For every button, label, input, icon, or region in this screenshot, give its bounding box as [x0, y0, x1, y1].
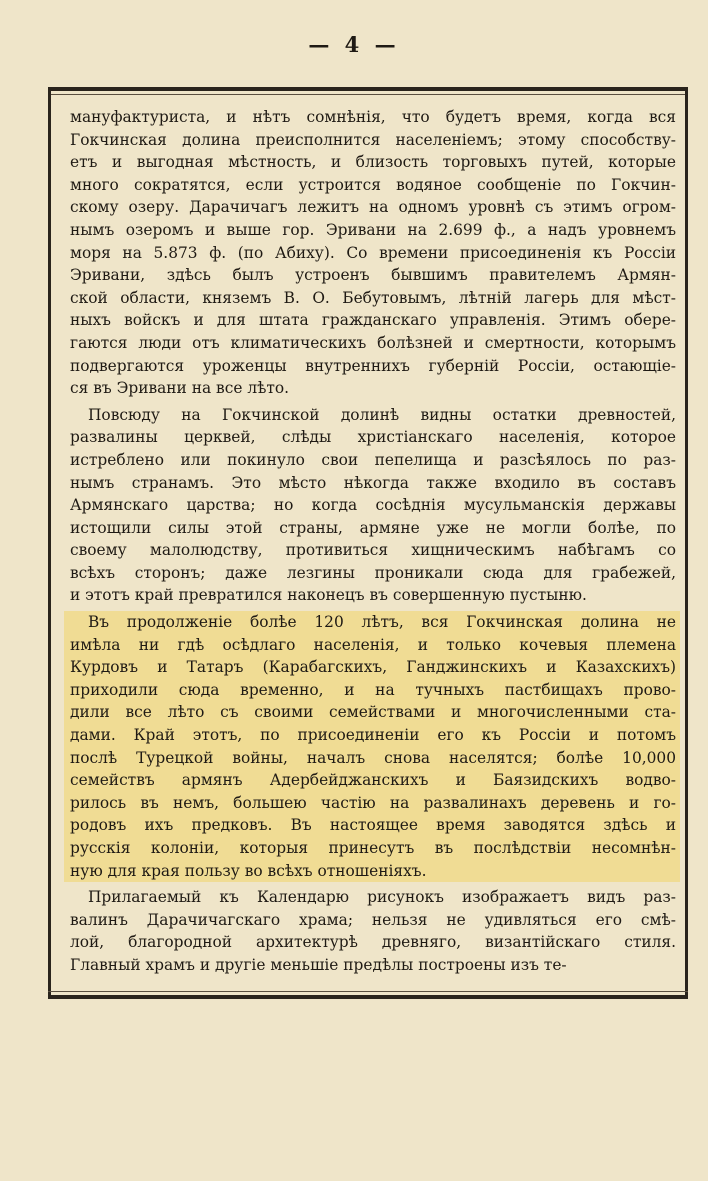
text-line: скому озеру. Дарачичагъ лежитъ на одномъ уровнѣ съ этимъ огром-	[70, 198, 676, 217]
text-line: нымъ озеромъ и выше гор. Эривани на 2.699 ф., а надъ уровнемъ	[70, 220, 676, 239]
text-line: истреблено или покинуло свои пепелища и разсѣялось по раз-	[70, 450, 676, 469]
text-line: всѣхъ сторонъ; даже лезгины проникали сюда для грабежей,	[70, 563, 676, 582]
text-line: ныхъ войскъ и для штата гражданскаго управленія. Этимъ обере-	[70, 311, 676, 330]
text-line: развалины церквей, слѣды христіанскаго населенія, которое	[70, 428, 676, 447]
text-line: моря на 5.873 ф. (по Абиху). Со времени присоединенія къ Россіи	[70, 243, 676, 262]
frame-right-rule	[685, 87, 688, 999]
body-text	[70, 106, 676, 981]
paragraph	[70, 404, 676, 607]
text-line: Повсюду на Гокчинской долинѣ видны остатки древностей,	[88, 405, 676, 424]
text-line: и этотъ край превратился наконецъ въ совершенную пустыню.	[70, 586, 587, 605]
text-line: лой, благородной архитектурѣ древняго, византійскаго стиля.	[70, 933, 676, 952]
text-line: семействъ армянъ Адербейджанскихъ и Баязидскихъ водво-	[70, 771, 676, 790]
text-line: дами. Край этотъ, по присоединеніи его къ Россіи и потомъ	[70, 726, 676, 745]
text-line: мануфактуриста, и нѣтъ сомнѣнія, что будетъ время, когда вся	[70, 108, 676, 126]
text-line: ской области, княземъ В. О. Бебутовымъ, лѣтній лагерь для мѣст-	[70, 288, 676, 307]
text-line: ся въ Эривани на все лѣто.	[70, 379, 290, 398]
text-line: Эривани, здѣсь былъ устроенъ бывшимъ правителемъ Армян-	[70, 266, 676, 285]
frame-left-rule	[48, 87, 51, 999]
text-line: русскія колоніи, которыя принесутъ въ послѣдствіи несомнѣн-	[70, 839, 676, 857]
text-line: Курдовъ и Татаръ (Карабагскихъ, Ганджинскихъ и Казахскихъ)	[70, 658, 676, 677]
text-line: имѣла ни гдѣ осѣдлаго населенія, и только кочевыя племена	[70, 635, 676, 654]
text-line: нымъ странамъ. Это мѣсто нѣкогда также входило въ составъ	[70, 473, 676, 492]
text-line: подвергаются уроженцы внутреннихъ губерній Россіи, остающіе-	[70, 356, 676, 375]
text-line: истощили силы этой страны, армяне уже не могли болѣе, по	[70, 518, 676, 537]
text-line: приходили сюда временно, и на тучныхъ пастбищахъ прово-	[70, 680, 676, 699]
text-line: дили все лѣто съ своими семействами и многочисленными ста-	[70, 703, 676, 722]
text-line: своему малолюдству, противиться хищническимъ набѣгамъ со	[70, 541, 676, 560]
text-line: много сократятся, если устроится водяное сообщеніе по Гокчин-	[70, 175, 676, 194]
frame-top-rule	[48, 87, 688, 91]
text-line: послѣ Турецкой войны, началъ снова населятся; болѣе 10,000	[70, 748, 676, 767]
text-line: Прилагаемый къ Календарю рисунокъ изображаетъ видъ раз-	[88, 888, 676, 907]
text-line: Армянскаго царства; но когда сосѣднія мусульманскія державы	[70, 496, 676, 515]
paragraph	[64, 611, 680, 882]
paragraph	[70, 106, 676, 400]
frame-top-thin-rule	[48, 94, 688, 95]
text-frame	[48, 87, 688, 999]
paragraph	[70, 886, 676, 976]
page-number: — 4 —	[308, 32, 400, 57]
text-line: гаются люди отъ климатическихъ болѣзней и смертности, которымъ	[70, 333, 676, 352]
frame-bottom-thin-rule	[48, 991, 688, 992]
text-line: Гокчинская долина преисполнится населеніемъ; этому способству-	[70, 130, 676, 149]
text-line: ную для края пользу во всѣхъ отношеніяхъ.	[70, 861, 427, 880]
text-line: Въ продолженіе болѣе 120 лѣтъ, вся Гокчинская долина не	[88, 613, 676, 632]
frame-bottom-rule	[48, 995, 688, 999]
text-line: родовъ ихъ предковъ. Въ настоящее время заводятся здѣсь и	[70, 816, 676, 835]
text-line: рилось въ немъ, большею частію на развалинахъ деревень и го-	[70, 793, 676, 812]
text-line: Главный храмъ и другіе меньшіе предѣлы построены изъ те-	[70, 955, 567, 974]
text-line: валинъ Дарачичагскаго храма; нельзя не удивляться его смѣ-	[70, 910, 676, 929]
text-line: етъ и выгодная мѣстность, и близость торговыхъ путей, которые	[70, 153, 676, 172]
